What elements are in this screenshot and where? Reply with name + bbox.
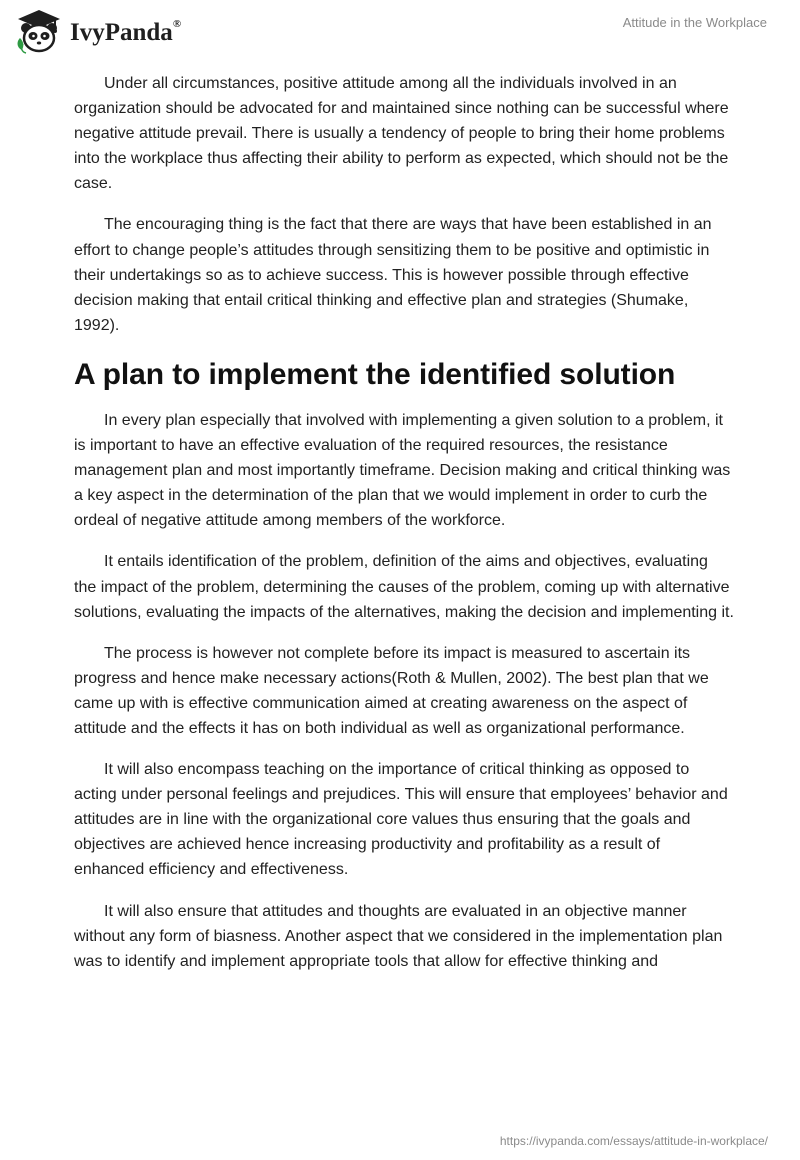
source-url-link[interactable]: https://ivypanda.com/essays/attitude-in-workplace/ [499,1134,768,1148]
paragraph: Under all circumstances, positive attitude among all the individuals involved in an organization should be advocated for and maintained since nothing can be successful where negative attitude prevail. There is usually a tendency of people to bring their home problems into the workplace thus affecting their ability to perform as expected, which should not be the case. [74,75,729,193]
paragraph: In every plan especially that involved with implementing a given solution to a problem, it is important to have an effective evaluation of the required resources, the resistance management plan and most importantly timeframe. Decision making and critical thinking was a key aspect in the determination of the plan that we would implement in order to curb the ordeal of negative attitude among members of the workforce. [74,411,731,530]
paragraph: The encouraging thing is the fact that there are ways that have been established in an effort to change people’s attitudes through sensitizing them to be positive and optimistic in their undertakings so as to achieve success. This is however possible through effective decision making that entail critical thinking and effective plan and strategies (Shumake, 1992). [74,216,712,334]
brand-name [70,19,181,47]
essay-content [74,71,734,990]
panda-graduate-icon [14,8,64,54]
registered-mark: ® [172,17,182,30]
paragraph: It entails identification of the problem, definition of the aims and objectives, evaluating the impact of the problem, determining the causes of the problem, coming up with alternative solutions, evaluating the impacts of the alternatives, making the decision and implementing it. [74,553,734,621]
brand-text: IvyPanda [70,19,173,46]
document-title: Attitude in the Workplace [622,15,767,30]
paragraph: The process is however not complete before its impact is measured to ascertain its progress and hence make necessary actions(Roth & Mullen, 2002). The best plan that we came up with is effective communication aimed at creating awareness on the aspect of attitude and the effects it has on both individual as well as organizational performance. [74,644,709,737]
ivypanda-logo[interactable] [14,8,181,54]
page-header [0,0,800,70]
section-heading: A plan to implement the identified solution [74,357,676,391]
paragraph: It will also encompass teaching on the importance of critical thinking as opposed to acting under personal feelings and prejudices. This will ensure that employees’ behavior and attitudes are in line with the organizational core values thus ensuring that the goals and objectives are achieved hence increasing productivity and profitability as a result of enhanced efficiency and effectiveness. [74,761,728,879]
paragraph: It will also ensure that attitudes and thoughts are evaluated in an objective manner without any form of biasness. Another aspect that we considered in the implementation plan was to identify and implement appropriate tools that allow for effective thinking and [74,902,723,970]
